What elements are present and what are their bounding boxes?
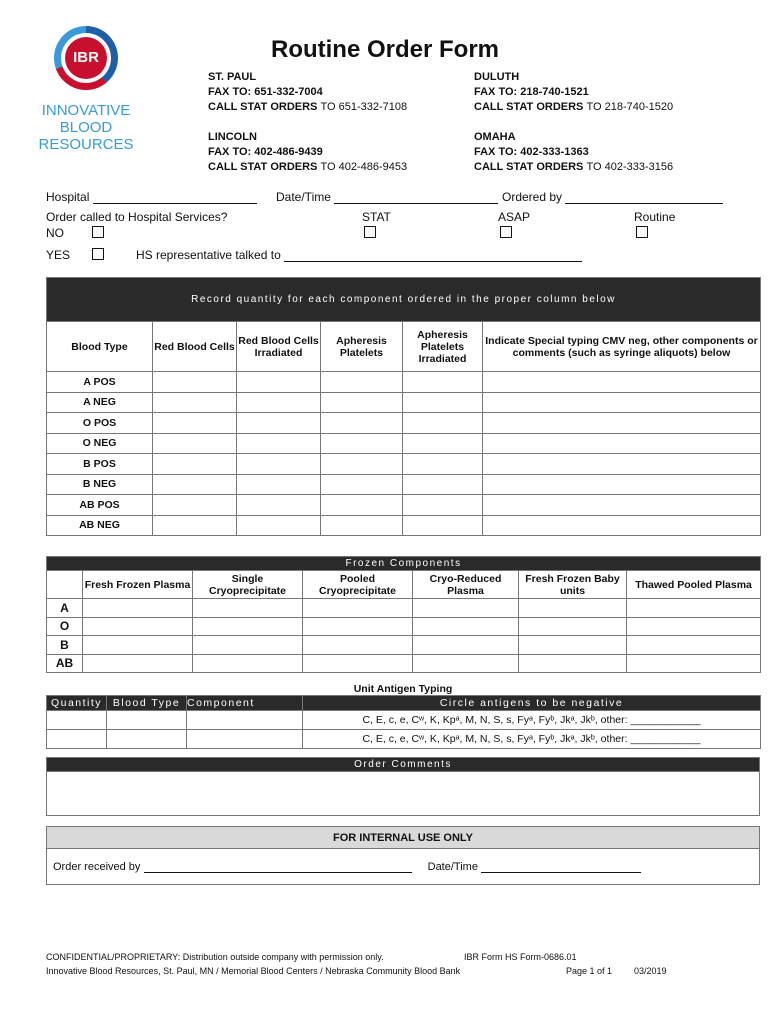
frozen-row	[47, 636, 761, 655]
antigen-comp-cell[interactable]	[187, 730, 303, 749]
comments-band: Order Comments	[47, 758, 760, 772]
frozen-quantity-cell[interactable]	[413, 599, 519, 618]
blood-type-cell: A POS	[47, 372, 153, 393]
antigen-qty-cell[interactable]	[47, 730, 107, 749]
quantity-cell[interactable]	[483, 454, 761, 475]
quantity-cell[interactable]	[403, 413, 483, 434]
frozen-blood-type-cell: A	[47, 599, 83, 618]
quantity-cell[interactable]	[403, 454, 483, 475]
frozen-header-cell: Pooled Cryoprecipitate	[303, 571, 413, 599]
hospital-field-row	[46, 190, 257, 204]
quantity-cell[interactable]	[237, 433, 321, 454]
frozen-quantity-cell[interactable]	[519, 654, 627, 673]
frozen-quantity-cell[interactable]	[193, 617, 303, 636]
blood-type-cell: A NEG	[47, 392, 153, 413]
antigen-list[interactable]: C, E, c, e, Cʷ, K, Kpᵃ, M, N, S, s, Fyᵃ, Fyᵇ, Jkᵃ, Jkᵇ, other: ____________	[303, 711, 761, 730]
ordered-by-input[interactable]	[565, 192, 723, 204]
received-by-label: Order received by	[53, 860, 141, 873]
frozen-quantity-cell[interactable]	[83, 636, 193, 655]
stat-label: STAT	[362, 210, 391, 224]
antigen-row	[47, 711, 761, 730]
quantity-cell[interactable]	[321, 454, 403, 475]
frozen-quantity-cell[interactable]	[193, 654, 303, 673]
frozen-quantity-cell[interactable]	[519, 599, 627, 618]
antigen-qty-cell[interactable]	[47, 711, 107, 730]
frozen-row	[47, 599, 761, 618]
quantity-cell[interactable]	[403, 515, 483, 536]
quantity-cell[interactable]	[403, 392, 483, 413]
antigen-type-cell[interactable]	[107, 730, 187, 749]
quantity-cell[interactable]	[483, 413, 761, 434]
quantity-cell[interactable]	[153, 474, 237, 495]
component-row	[47, 515, 761, 536]
antigen-type-cell[interactable]	[107, 711, 187, 730]
frozen-header-row	[47, 571, 761, 599]
footer-address: Innovative Blood Resources, St. Paul, MN / Memorial Blood Centers / Nebraska Community Blood Bank	[46, 966, 461, 976]
frozen-quantity-cell[interactable]	[627, 636, 761, 655]
hs-rep-row	[136, 248, 582, 262]
quantity-cell[interactable]	[153, 392, 237, 413]
component-row	[47, 474, 761, 495]
internal-datetime-label: Date/Time	[427, 860, 478, 873]
component-band: Record quantity for each component ordered in the proper column below	[47, 278, 761, 322]
internal-row	[47, 849, 760, 885]
blood-type-cell: AB NEG	[47, 515, 153, 536]
quantity-cell[interactable]	[237, 515, 321, 536]
quantity-cell[interactable]	[237, 392, 321, 413]
asap-label: ASAP	[498, 210, 531, 224]
frozen-table	[46, 556, 761, 673]
header-blood-type: Blood Type	[47, 322, 153, 372]
frozen-quantity-cell[interactable]	[519, 636, 627, 655]
frozen-quantity-cell[interactable]	[303, 617, 413, 636]
quantity-cell[interactable]	[321, 515, 403, 536]
received-by-input[interactable]	[144, 861, 412, 873]
quantity-cell[interactable]	[483, 392, 761, 413]
antigen-table	[46, 695, 761, 749]
internal-table	[46, 826, 760, 885]
component-row	[47, 495, 761, 516]
logo-ring	[54, 26, 118, 90]
component-row	[47, 433, 761, 454]
quantity-cell[interactable]	[153, 454, 237, 475]
frozen-quantity-cell[interactable]	[83, 599, 193, 618]
antigen-col-qty: Quantity	[47, 696, 107, 711]
frozen-header-cell	[47, 571, 83, 599]
ibr-logo	[36, 26, 136, 156]
frozen-quantity-cell[interactable]	[303, 599, 413, 618]
ordered-by-field-row	[502, 190, 723, 204]
blood-type-cell: O POS	[47, 413, 153, 434]
quantity-cell[interactable]	[403, 433, 483, 454]
quantity-cell[interactable]	[153, 413, 237, 434]
frozen-blood-type-cell: B	[47, 636, 83, 655]
frozen-quantity-cell[interactable]	[193, 599, 303, 618]
blood-type-cell: AB POS	[47, 495, 153, 516]
frozen-blood-type-cell: O	[47, 617, 83, 636]
component-row	[47, 392, 761, 413]
quantity-cell[interactable]	[321, 372, 403, 393]
antigen-row	[47, 730, 761, 749]
footer-page: Page 1 of 1	[566, 966, 613, 976]
location-omaha: OMAHA FAX TO: 402-333-1363 CALL STAT ORDERS TO 402-333-3156	[474, 131, 674, 173]
quantity-cell[interactable]	[403, 474, 483, 495]
quantity-cell[interactable]	[237, 413, 321, 434]
component-table	[46, 277, 761, 536]
footer-form-id: IBR Form HS Form-0686.01	[464, 952, 577, 962]
frozen-quantity-cell[interactable]	[303, 636, 413, 655]
yes-label: YES	[46, 248, 71, 262]
blood-type-cell: O NEG	[47, 433, 153, 454]
datetime-field-row	[276, 190, 498, 204]
frozen-band: Frozen Components	[47, 557, 761, 571]
frozen-quantity-cell[interactable]	[519, 617, 627, 636]
frozen-quantity-cell[interactable]	[413, 617, 519, 636]
location-duluth: DULUTH FAX TO: 218-740-1521 CALL STAT ORDERS TO 218-740-1520	[474, 71, 674, 113]
antigen-col-type: Blood Type	[107, 696, 187, 711]
quantity-cell[interactable]	[321, 474, 403, 495]
component-row	[47, 372, 761, 393]
quantity-cell[interactable]	[321, 392, 403, 413]
quantity-cell[interactable]	[483, 372, 761, 393]
hs-rep-input[interactable]	[284, 250, 582, 262]
internal-title: FOR INTERNAL USE ONLY	[47, 827, 760, 849]
blood-type-cell: B POS	[47, 454, 153, 475]
frozen-row	[47, 617, 761, 636]
internal-datetime-input[interactable]	[481, 861, 641, 873]
comments-table	[46, 757, 760, 816]
quantity-cell[interactable]	[153, 372, 237, 393]
header-special-typing: Indicate Special typing CMV neg, other components or comments (such as syringe aliquots) below	[483, 322, 761, 372]
routine-label: Routine	[634, 210, 676, 224]
antigen-list[interactable]: C, E, c, e, Cʷ, K, Kpᵃ, M, N, S, s, Fyᵃ, Fyᵇ, Jkᵃ, Jkᵇ, other: ____________	[303, 730, 761, 749]
frozen-quantity-cell[interactable]	[83, 617, 193, 636]
hospital-input[interactable]	[93, 192, 257, 204]
stat-checkbox[interactable]	[364, 226, 376, 238]
quantity-cell[interactable]	[153, 495, 237, 516]
antigen-title: Unit Antigen Typing	[353, 683, 453, 695]
logo-wordmark: INNOVATIVE BLOOD RESOURCES	[38, 102, 134, 153]
frozen-blood-type-cell: AB	[47, 654, 83, 673]
quantity-cell[interactable]	[483, 474, 761, 495]
quantity-cell[interactable]	[153, 515, 237, 536]
quantity-cell[interactable]	[237, 372, 321, 393]
datetime-input[interactable]	[334, 192, 498, 204]
quantity-cell[interactable]	[403, 372, 483, 393]
no-label: NO	[46, 226, 64, 240]
logo-abbr: IBR	[65, 37, 107, 79]
quantity-cell[interactable]	[237, 495, 321, 516]
asap-checkbox[interactable]	[500, 226, 512, 238]
frozen-header-cell: Fresh Frozen Baby units	[519, 571, 627, 599]
frozen-header-cell: Cryo-Reduced Plasma	[413, 571, 519, 599]
quantity-cell[interactable]	[321, 433, 403, 454]
antigen-col-comp: Component	[187, 696, 303, 711]
header-rbc-irradiated: Red Blood Cells Irradiated	[237, 322, 321, 372]
footer-confidential: CONFIDENTIAL/PROPRIETARY: Distribution outside company with permission only.	[46, 952, 384, 962]
frozen-header-cell: Thawed Pooled Plasma	[627, 571, 761, 599]
frozen-quantity-cell[interactable]	[83, 654, 193, 673]
frozen-quantity-cell[interactable]	[413, 636, 519, 655]
datetime-label: Date/Time	[276, 190, 331, 204]
quantity-cell[interactable]	[483, 495, 761, 516]
routine-checkbox[interactable]	[636, 226, 648, 238]
frozen-header-cell: Single Cryoprecipitate	[193, 571, 303, 599]
antigen-comp-cell[interactable]	[187, 711, 303, 730]
quantity-cell[interactable]	[237, 454, 321, 475]
called-question: Order called to Hospital Services?	[46, 210, 228, 224]
hs-rep-label: HS representative talked to	[136, 248, 281, 262]
frozen-quantity-cell[interactable]	[193, 636, 303, 655]
frozen-header-cell: Fresh Frozen Plasma	[83, 571, 193, 599]
frozen-quantity-cell[interactable]	[627, 599, 761, 618]
location-st-paul: ST. PAUL FAX TO: 651-332-7004 CALL STAT ORDERS TO 651-332-7108	[208, 71, 408, 113]
no-checkbox[interactable]	[92, 226, 104, 238]
quantity-cell[interactable]	[153, 433, 237, 454]
quantity-cell[interactable]	[237, 474, 321, 495]
component-row	[47, 454, 761, 475]
header-rbc: Red Blood Cells	[153, 322, 237, 372]
frozen-quantity-cell[interactable]	[627, 654, 761, 673]
quantity-cell[interactable]	[321, 495, 403, 516]
component-header-row	[47, 322, 761, 372]
frozen-row	[47, 654, 761, 673]
form-title: Routine Order Form	[270, 36, 499, 63]
yes-checkbox[interactable]	[92, 248, 104, 260]
antigen-circle-label: Circle antigens to be negative	[303, 696, 761, 711]
location-lincoln: LINCOLN FAX TO: 402-486-9439 CALL STAT ORDERS TO 402-486-9453	[208, 131, 408, 173]
quantity-cell[interactable]	[483, 515, 761, 536]
frozen-quantity-cell[interactable]	[413, 654, 519, 673]
hospital-label: Hospital	[46, 190, 90, 204]
header-apheresis: Apheresis Platelets	[321, 322, 403, 372]
frozen-quantity-cell[interactable]	[303, 654, 413, 673]
quantity-cell[interactable]	[321, 413, 403, 434]
comments-area[interactable]	[47, 772, 760, 816]
ordered-by-label: Ordered by	[502, 190, 563, 204]
quantity-cell[interactable]	[483, 433, 761, 454]
header-apheresis-irradiated: Apheresis Platelets Irradiated	[403, 322, 483, 372]
footer-date: 03/2019	[634, 966, 667, 976]
quantity-cell[interactable]	[403, 495, 483, 516]
component-row	[47, 413, 761, 434]
blood-type-cell: B NEG	[47, 474, 153, 495]
frozen-quantity-cell[interactable]	[627, 617, 761, 636]
